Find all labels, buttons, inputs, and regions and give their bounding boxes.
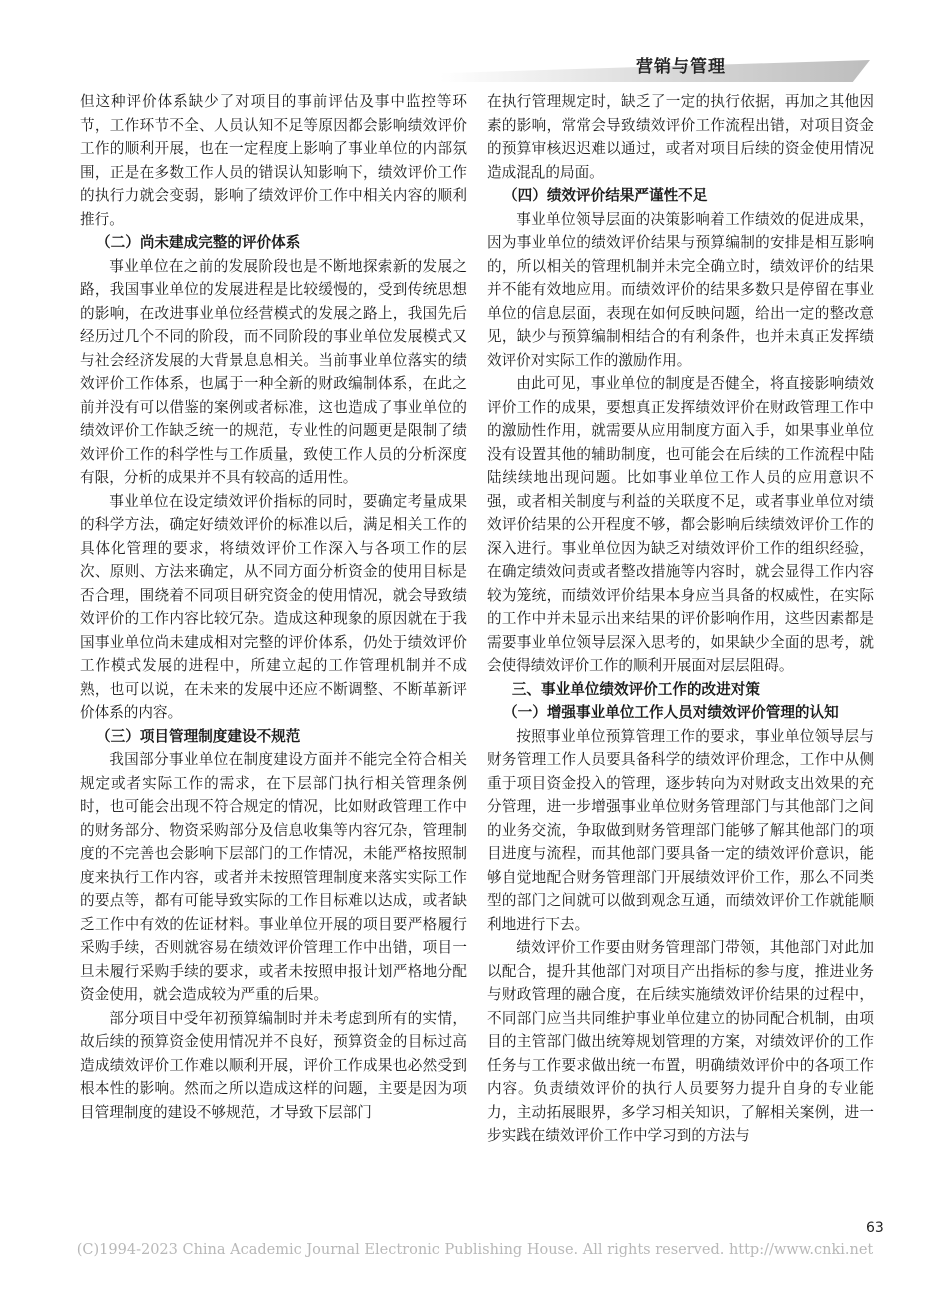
left-column: [80, 90, 467, 1124]
paragraph: 在执行管理规定时，缺乏了一定的执行依据，再加之其他因素的影响，常常会导致绩效评价工作流程出错，对项目资金的预算审核迟迟难以通过，或者对项目后续的资金使用情况造成混乱的局面。: [487, 93, 874, 181]
paragraph: 绩效评价工作要由财务管理部门带领，其他部门对此加以配合，提升其他部门对项目产出指标的参与度，推进业务与财政管理的融合度，在后续实施绩效评价结果的过程中，不同部门应当共同维护事业单位建立的协同配合机制，由项目的主管部门做出统筹规划管理的方案，对绩效评价的工作任务与工作要求做出统一布置，明确绩效评价中的各项工作内容。负责绩效评价的执行人员要努力提升自身的专业能力，主动拓展眼界，多学习相关知识，了解相关案例，进一步实践在绩效评价工作中学习到的方法与: [487, 939, 874, 1144]
subsection-heading: （四）绩效评价结果严谨性不足: [503, 187, 708, 204]
paragraph: 事业单位在之前的发展阶段也是不断地探索新的发展之路，我国事业单位的发展进程是比较缓慢的，受到传统思想的影响，在改进事业单位经营模式的发展之路上，我国先后经历过几个不同的阶段，而不同阶段的事业单位发展模式又与社会经济发展的大背景息息相关。当前事业单位落实的绩效评价工作体系，也属于一种全新的财政编制体系，在此之前并没有可以借鉴的案例或者标准，这也造成了事业单位的绩效评价工作缺乏统一的规范，专业性的问题更是限制了绩效评价工作的科学性与工作质量，致使工作人员的分析深度有限，分析的成果并不具有较高的适用性。: [80, 257, 467, 486]
subsection-heading: （一）增强事业单位工作人员对绩效评价管理的认知: [503, 704, 839, 721]
copyright-footer: (C)1994-2023 China Academic Journal Electronic Publishing House. All rights reserved. http://www.cnki.net: [76, 1242, 874, 1258]
page-number: 63: [866, 1220, 884, 1236]
paragraph: 事业单位领导层面的决策影响着工作绩效的促进成果，因为事业单位的绩效评价结果与预算编制的安排是相互影响的，所以相关的管理机制并未完全确立时，绩效评价的结果并不能有效地应用。而绩效评价的结果多数只是停留在事业单位的信息层面，表现在如何反映问题，给出一定的整改意见，缺少与预算编制相结合的有利条件，也并未真正发挥绩效评价对实际工作的激励作用。: [487, 210, 874, 369]
paragraph: 事业单位在设定绩效评价指标的同时，要确定考量成果的科学方法，确定好绩效评价的标准以后，满足相关工作的具体化管理的要求，将绩效评价工作深入与各项工作的层次、原则、方法来确定，从不同方面分析资金的使用目标是否合理，围绕着不同项目研究资金的使用情况，就会导致绩效评价的工作内容比较冗杂。造成这种现象的原因就在于我国事业单位尚未建成相对完整的评价体系，仍处于绩效评价工作模式发展的进程中，所建立起的工作管理机制并不成熟，也可以说，在未来的发展中还应不断调整、不断革新评价体系的内容。: [80, 492, 467, 721]
paragraph: 按照事业单位预算管理工作的要求，事业单位领导层与财务管理工作人员要具备科学的绩效评价理念，工作中从侧重于项目资金投入的管理，逐步转向为对财政支出效果的充分管理，进一步增强事业单位财务管理部门与其他部门之间的业务交流，争取做到财务管理部门能够了解其他部门的项目进度与流程，而其他部门要具备一定的绩效评价意识，能够自觉地配合财务管理部门开展绩效评价工作，那么不同类型的部门之间就可以做到观念互通，而绩效评价工作就能顺利地进行下去。: [487, 727, 874, 933]
right-column: [487, 90, 874, 1148]
paragraph: 我国部分事业单位在制度建设方面并不能完全符合相关规定或者实际工作的需求，在下层部门执行相关管理条例时，也可能会出现不符合规定的情况，比如财政管理工作中的财务部分、物资采购部分及信息收集等内容冗杂，管理制度的不完善也会影响下层部门的工作情况，未能严格按照制度来执行工作内容，或者并未按照管理制度来落实实际工作的要点等，都有可能导致实际的工作目标难以达成，或者缺乏工作中有效的佐证材料。事业单位开展的项目要严格履行采购手续，否则就容易在绩效评价管理工作中出错，项目一旦未履行采购手续的要求，或者未按照申报计划严格地分配资金使用，就会造成较为严重的后果。: [80, 751, 467, 1003]
running-header: [440, 52, 880, 88]
section-heading: 三、事业单位绩效评价工作的改进对策: [511, 680, 760, 698]
section-title: 营销与管理: [636, 57, 726, 77]
paragraph: 但这种评价体系缺少了对项目的事前评估及事中监控等环节，工作环节不全、人员认知不足等原因都会影响绩效评价工作的顺利开展，也在一定程度上影响了事业单位的内部氛围，正是在多数工作人员的错误认知影响下，绩效评价工作的执行力就会变弱，影响了绩效评价工作中相关内容的顺利推行。: [80, 93, 467, 228]
paragraph: 部分项目中受年初预算编制时并未考虑到所有的实情，故后续的预算资金使用情况并不良好，预算资金的目标过高造成绩效评价工作难以顺利开展，评价工作成果也必然受到根本性的影响。然而之所以造成这样的问题，主要是因为项目管理制度的建设不够规范，才导致下层部门: [80, 1009, 467, 1121]
subsection-heading: （二）尚未建成完整的评价体系: [96, 234, 301, 251]
subsection-heading: （三）项目管理制度建设不规范: [96, 727, 301, 745]
paragraph: 由此可见，事业单位的制度是否健全，将直接影响绩效评价工作的成果，要想真正发挥绩效评价在财政管理工作中的激励性作用，就需要从应用制度方面入手，如果事业单位没有设置其他的辅助制度，也可能会在后续的工作流程中陆陆续续地出现问题。比如事业单位工作人员的应用意识不强，或者相关制度与利益的关联度不足，或者事业单位对绩效评价结果的公开程度不够，都会影响后续绩效评价工作的深入进行。事业单位因为缺乏对绩效评价工作的组织经验，在确定绩效问责或者整改措施等内容时，就会显得工作内容较为笼统，而绩效评价结果本身应当具备的权威性，在实际的工作中并未显示出来结果的评价影响作用，这些因素都是需要事业单位领导层深入思考的，如果缺少全面的思考，就会使得绩效评价工作的顺利开展面对层层阻碍。: [487, 375, 874, 674]
